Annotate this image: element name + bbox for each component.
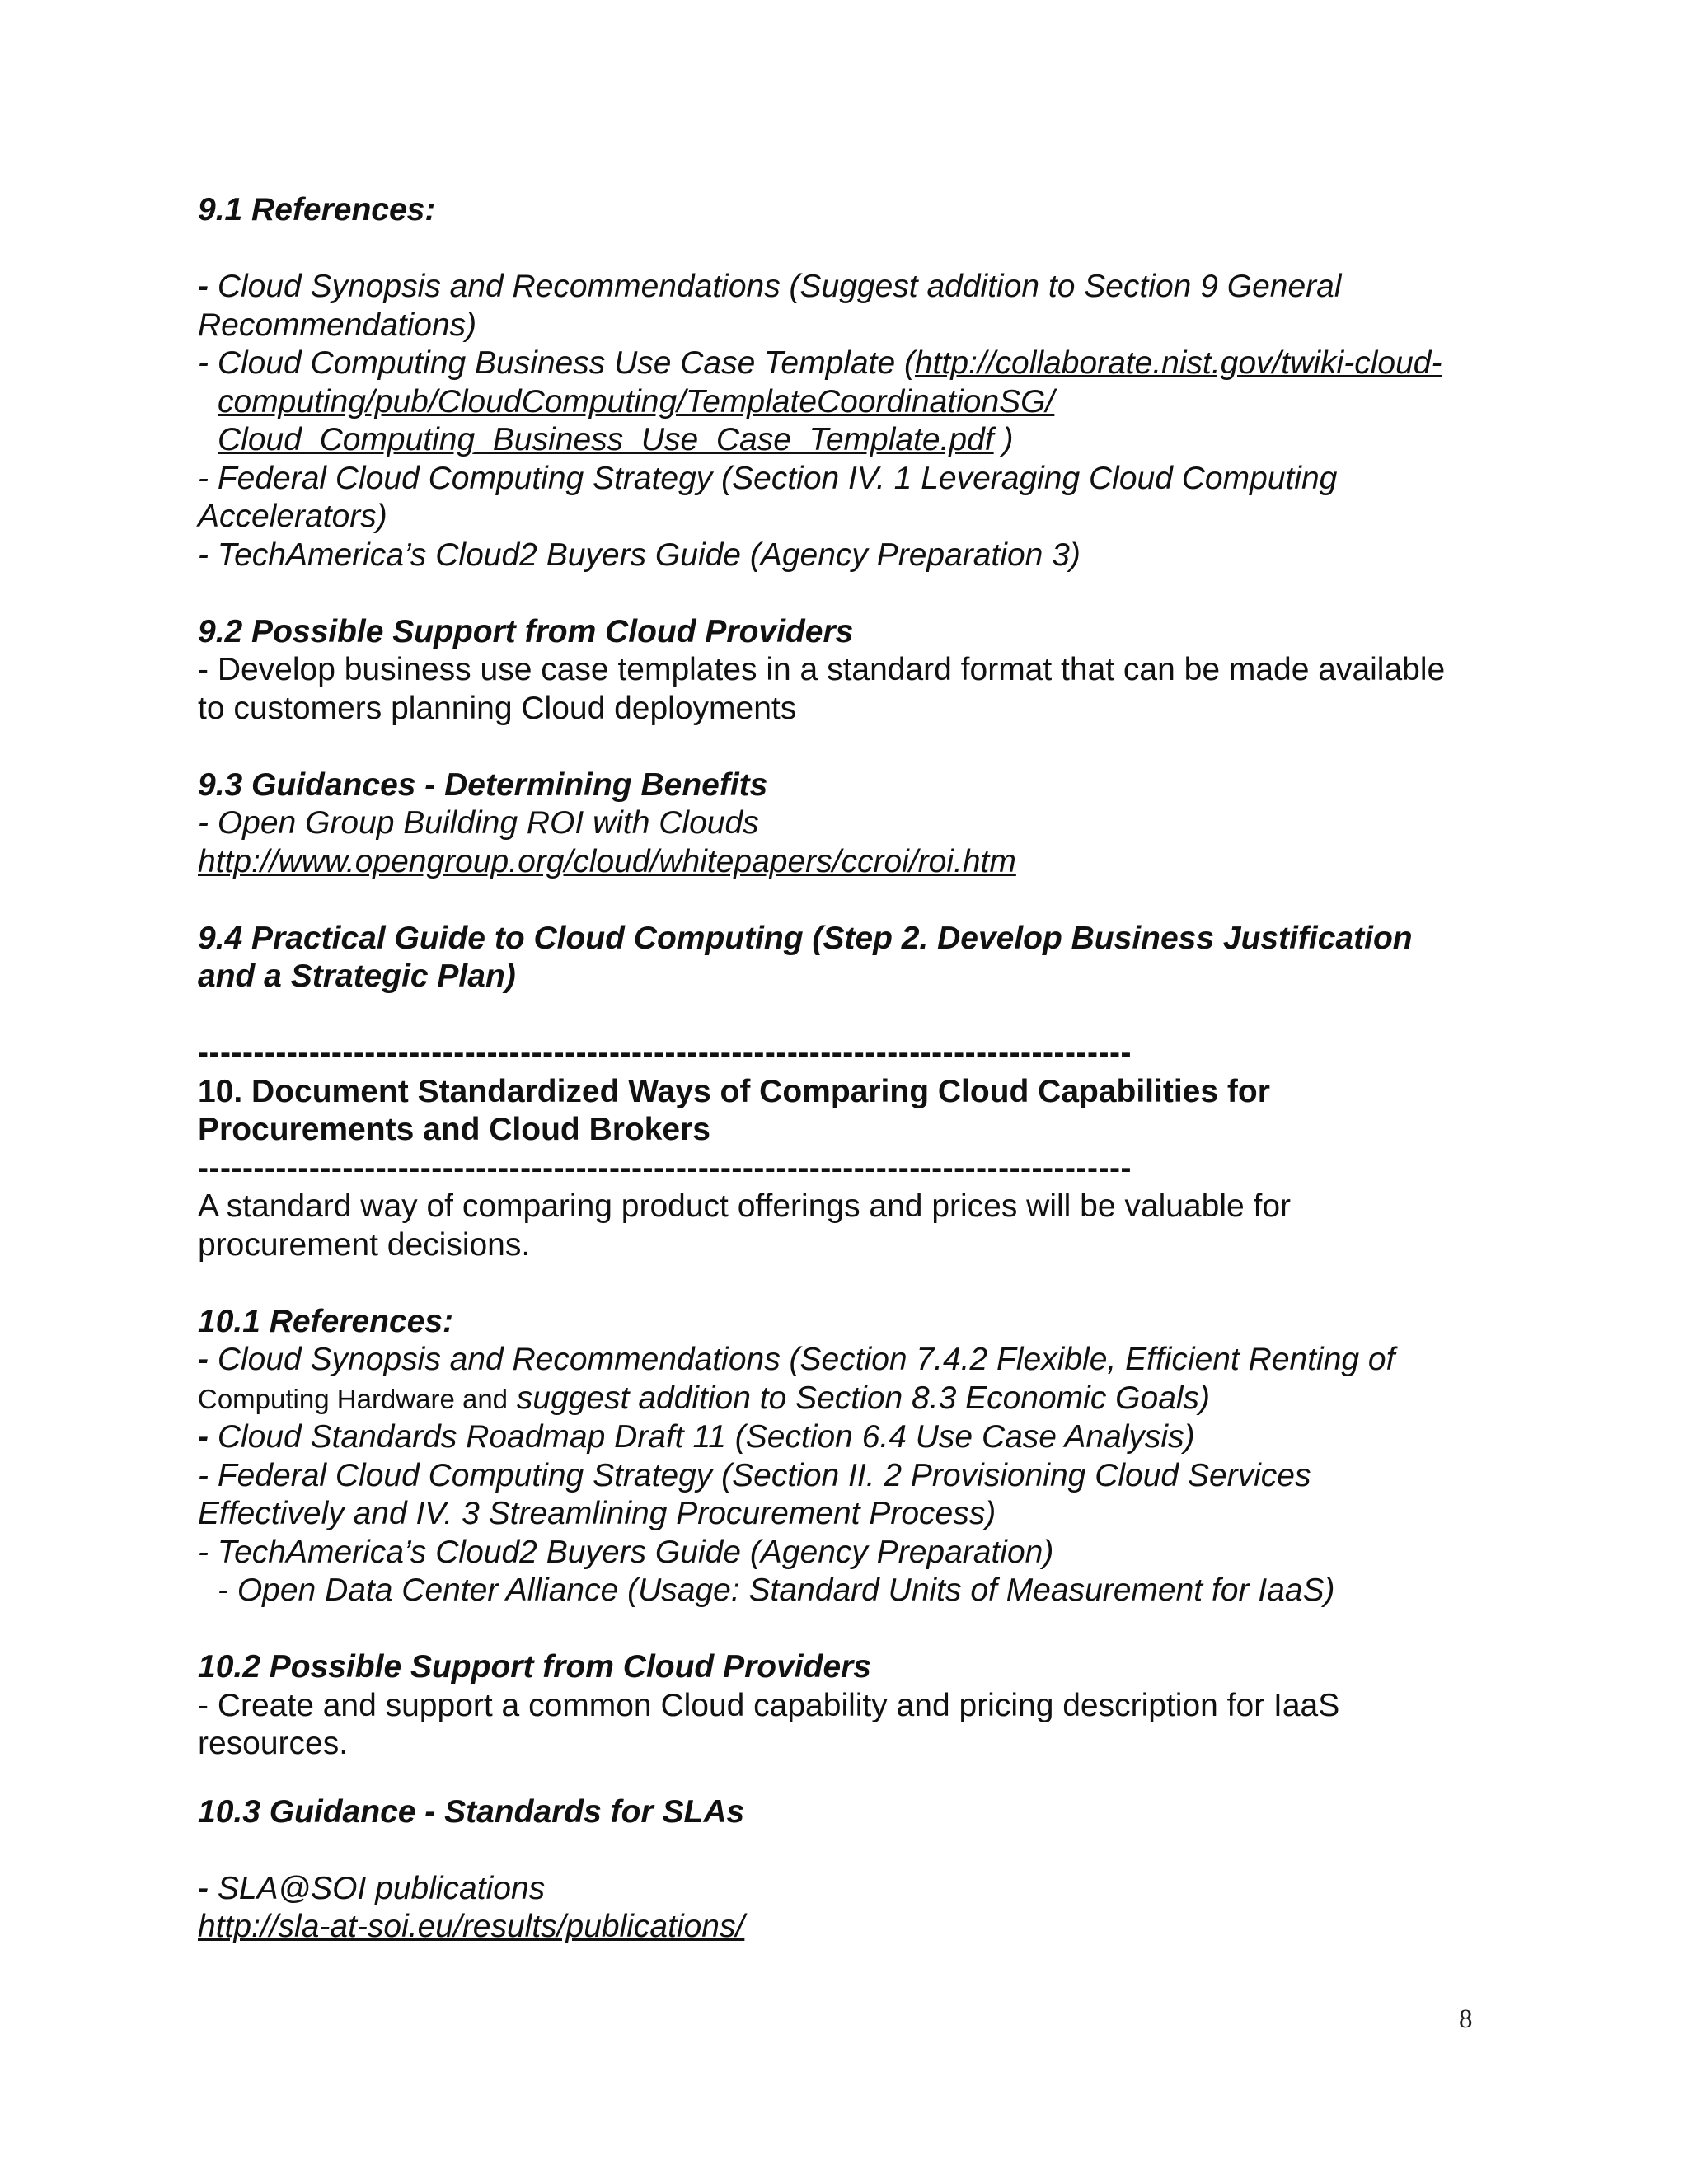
sla-soi-link[interactable]: http://sla-at-soi.eu/results/publications/ (198, 1909, 745, 1944)
reference-item: - TechAmerica’s Cloud2 Buyers Guide (Agency Preparation) (198, 1534, 1054, 1570)
reference-item (198, 383, 1484, 422)
reference-item: Cloud_Computing_Business_Use_Case_Template.pdf ) (218, 422, 1014, 457)
reference-item: - Cloud Standards Roadmap Draft 11 (Section 6.4 Use Case Analysis) (198, 1419, 1195, 1455)
support-text: - Develop business use case templates in a standard format that can be made available (198, 652, 1446, 687)
reference-item: Accelerators) (198, 499, 387, 534)
reference-item: - Federal Cloud Computing Strategy (Section IV. 1 Leveraging Cloud Computing (198, 460, 1338, 496)
section-9-2-heading: 9.2 Possible Support from Cloud Providers (198, 613, 854, 649)
reference-item: - Federal Cloud Computing Strategy (Section II. 2 Provisioning Cloud Services (198, 1457, 1311, 1493)
section-10-2-heading: 10.2 Possible Support from Cloud Providers (198, 1649, 872, 1685)
reference-item: - Cloud Computing Business Use Case Template (http://collaborate.nist.gov/twiki-cloud- (198, 345, 1442, 381)
section-10-title: 10. Document Standardized Ways of Comparing Cloud Capabilities for (198, 1073, 1270, 1109)
reference-item: - TechAmerica’s Cloud2 Buyers Guide (Agency Preparation 3) (198, 537, 1081, 573)
section-10-3-heading: 10.3 Guidance - Standards for SLAs (198, 1793, 745, 1830)
reference-item: Effectively and IV. 3 Streamlining Procurement Process) (198, 1496, 996, 1531)
support-text: to customers planning Cloud deployments (198, 690, 797, 726)
page-content (198, 191, 1484, 1947)
reference-item: - Cloud Synopsis and Recommendations (Suggest addition to Section 9 General (198, 269, 1342, 304)
reference-item: - Cloud Synopsis and Recommendations (Section 7.4.2 Flexible, Efficient Renting of (198, 1342, 1395, 1377)
page-number: 8 (1459, 2004, 1473, 2034)
support-text: - Create and support a common Cloud capability and pricing description for IaaS (198, 1687, 1340, 1723)
divider-line: ------------------------------------------------------------------------------------ (198, 1150, 1132, 1186)
reference-item: Computing Hardware and suggest addition to Section 8.3 Economic Goals) (198, 1380, 1211, 1416)
support-text: resources. (198, 1726, 349, 1761)
section-10-1-heading: 10.1 References: (198, 1303, 454, 1339)
divider-line: ------------------------------------------------------------------------------------ (198, 1035, 1132, 1071)
reference-item: Recommendations) (198, 307, 477, 343)
template-link[interactable]: Cloud_Computing_Business_Use_Case_Template.pdf (218, 422, 994, 457)
template-link[interactable]: http://collaborate.nist.gov/twiki-cloud- (914, 345, 1442, 381)
section-10-title: Procurements and Cloud Brokers (198, 1112, 710, 1147)
section-9-4-heading: and a Strategic Plan) (198, 958, 516, 994)
section-9-1-heading: 9.1 References: (198, 192, 436, 227)
section-9-3-heading: 9.3 Guidances - Determining Benefits (198, 766, 768, 803)
reference-item: - Open Data Center Alliance (Usage: Standard Units of Measurement for IaaS) (218, 1572, 1335, 1608)
intro-text: A standard way of comparing product offerings and prices will be valuable for (198, 1188, 1292, 1224)
guidance-item: - SLA@SOI publications (198, 1870, 546, 1906)
intro-text: procurement decisions. (198, 1226, 531, 1263)
section-9-4-heading: 9.4 Practical Guide to Cloud Computing (Step 2. Develop Business Justification (198, 920, 1413, 956)
opengroup-link[interactable]: http://www.opengroup.org/cloud/whitepapers/ccroi/roi.htm (198, 843, 1016, 879)
template-link[interactable]: computing/pub/CloudComputing/TemplateCoordinationSG/ (218, 383, 1055, 419)
guidance-item: - Open Group Building ROI with Clouds (198, 805, 759, 841)
